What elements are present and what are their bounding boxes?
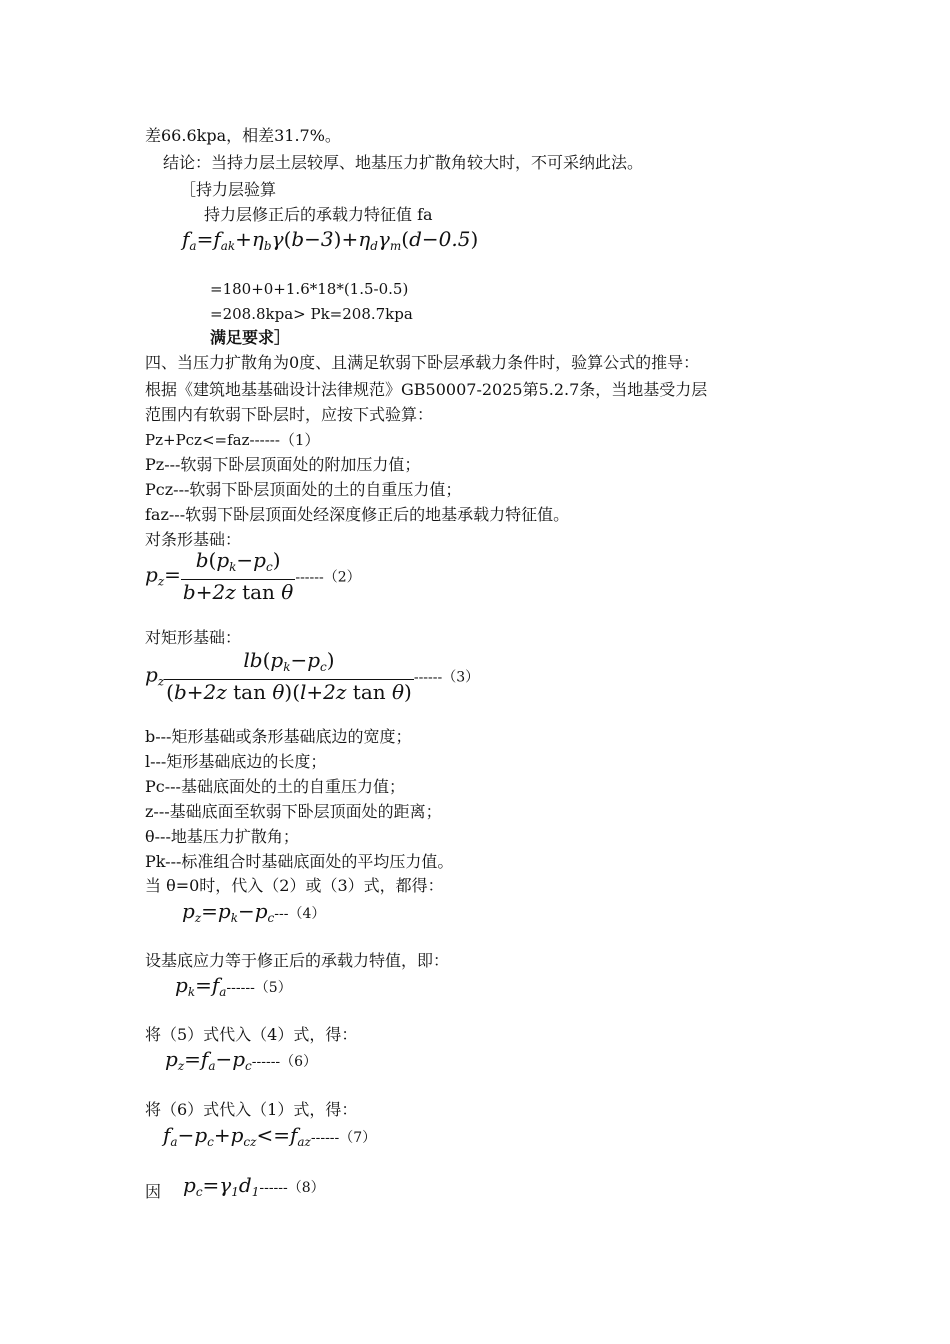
equation-tag: ------（5）: [226, 980, 292, 996]
formula-6: $p_z=f_a-p_c------(6)$: [165, 1047, 318, 1073]
equation-tag: ---（4）: [274, 906, 326, 922]
calc-line: =208.8kpa> Pk=208.7kpa: [210, 305, 413, 323]
definition-line: Pz---软弱下卧层顶面处的附加压力值；: [145, 455, 421, 474]
text-line: 对条形基础：: [145, 530, 242, 549]
text-line: 对矩形基础：: [145, 628, 242, 647]
definition-line: z---基础底面至软弱下卧层顶面处的距离；: [145, 802, 442, 821]
formula-strip-foundation: $p_z=$ $\frac{b(p_k-p_c)}{\text{b+2z tan θ}}$ ------（2）: [145, 548, 361, 604]
definition-line: faz---软弱下卧层顶面处经深度修正后的地基承载力特征值。: [145, 505, 570, 524]
equation-tag: ------（2）: [295, 569, 361, 586]
equation-line: Pz+Pcz<=faz------（1）: [145, 431, 320, 449]
text-line: 持力层修正后的承载力特征值 fa: [204, 205, 433, 224]
conclusion-line: 结论：当持力层土层较厚、地基压力扩散角较大时，不可采纳此法。: [163, 153, 644, 172]
equation-tag: ------（6）: [251, 1054, 318, 1070]
formula-5: $p_k=f_a------(5)$: [175, 973, 292, 999]
definition-line: Pk---标准组合时基础底面处的平均压力值。: [145, 852, 454, 871]
definition-line: θ---地基压力扩散角；: [145, 827, 299, 846]
definition-line: Pcz---软弱下卧层顶面处的土的自重压力值；: [145, 480, 462, 499]
text-line: 范围内有软弱下卧层时，应按下式验算：: [145, 405, 434, 424]
text-line: 将（5）式代入（4）式，得：: [145, 1025, 358, 1044]
equation-tag: ------（8）: [259, 1180, 325, 1196]
text-line: 因: [145, 1182, 162, 1201]
section-heading: 四、当压力扩散角为0度、且满足软弱下卧层承载力条件时，验算公式的推导：: [145, 353, 700, 372]
text-line: 当 θ=0时，代入（2）或（3）式，都得：: [145, 876, 444, 895]
text-line: 差66.6kpa，相差31.7%。: [145, 126, 341, 145]
text-line: ［持力层验算: [180, 180, 277, 199]
definition-line: Pc---基础底面处的土的自重压力值；: [145, 777, 405, 796]
text-line: 设基底应力等于修正后的承载力特值，即：: [145, 951, 450, 970]
formula-8: $p_c=\gamma_1d_1------(8)$: [183, 1173, 325, 1199]
definition-line: b---矩形基础或条形基础底边的宽度；: [145, 727, 412, 746]
definition-line: l---矩形基础底边的长度；: [145, 752, 327, 771]
formula-7: $f_a-p_c+p_{cz}<=f_{az}------(7)$: [163, 1123, 377, 1149]
text-line: 根据《建筑地基基础设计法律规范》GB50007-2025第5.2.7条，当地基受力层: [145, 380, 708, 399]
text-line: 满足要求］: [210, 328, 291, 347]
calc-line: =180+0+1.6*18*(1.5-0.5): [210, 280, 409, 298]
text-line: 将（6）式代入（1）式，得：: [145, 1100, 358, 1119]
equation-tag: ------（3）: [413, 669, 480, 686]
equation-tag: ------（7）: [310, 1130, 377, 1146]
formula-rect-foundation: $p_z$ $\frac{lb(p_k-p_c)}{\text{(b+2z tan θ)(l+2z tan θ)}}$ ------（3）: [145, 648, 480, 704]
formula-4: $p_z=p_k-p_c---(4)$: [182, 899, 326, 925]
formula-fa: $f_a=f_{ak}+\eta_b\gamma(b-3)+\eta_d\gamma_m(d-0.5)$: [182, 227, 479, 253]
